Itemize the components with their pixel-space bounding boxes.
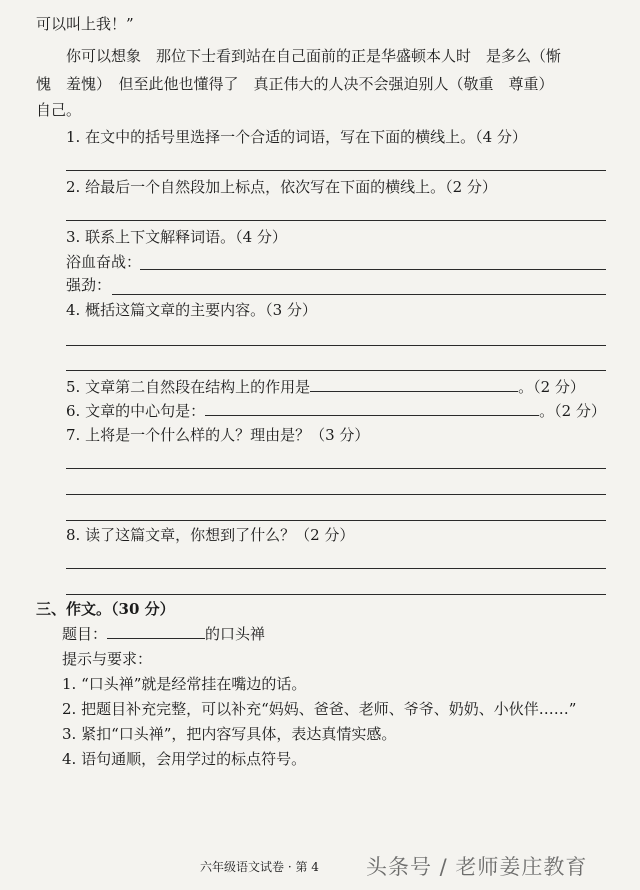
answer-line-q4-a[interactable] [66, 345, 606, 346]
composition-hint-1: 1. “口头禅”就是经常挂在嘴边的话。 [62, 675, 307, 693]
answer-line-q3-term-1[interactable] [140, 269, 606, 270]
composition-title-blank[interactable] [107, 624, 205, 639]
answer-blank-q6[interactable] [205, 401, 539, 416]
q6-prefix: 6. 文章的中心句是： [66, 402, 206, 420]
q3-term-1-label: 浴血奋战： [66, 253, 142, 271]
answer-line-q7-b[interactable] [66, 494, 606, 495]
passage-line-3: 愧 羞愧） 但至此他也懂得了 真正伟大的人决不会强迫别人（敬重 尊重） [36, 75, 554, 93]
question-7: 7. 上将是一个什么样的人？理由是？（3 分） [66, 426, 370, 444]
question-1: 1. 在文中的括号里选择一个合适的词语，写在下面的横线上。（4 分） [66, 128, 527, 146]
passage-line-4: 自己。 [36, 101, 82, 119]
composition-title-prefix: 题目： [62, 625, 108, 643]
composition-title-suffix: 的口头禅 [205, 625, 266, 643]
question-3: 3. 联系上下文解释词语。（4 分） [66, 228, 287, 246]
answer-line-q7-c[interactable] [66, 520, 606, 521]
composition-hint-2: 2. 把题目补充完整，可以补充“妈妈、爸爸、老师、爷爷、奶奶、小伙伴……” [62, 700, 577, 718]
answer-line-q7-a[interactable] [66, 468, 606, 469]
passage-line-2: 你可以想象 那位下士看到站在自己面前的正是华盛顿本人时 是多么（惭 [66, 47, 562, 65]
answer-line-q8-a[interactable] [66, 568, 606, 569]
footer-page-label: 六年级语文试卷 · 第 4 [200, 860, 319, 874]
passage-line-1: 可以叫上我！” [36, 15, 134, 33]
composition-hints-label: 提示与要求： [62, 650, 153, 668]
answer-line-q2[interactable] [66, 220, 606, 221]
q5-prefix: 5. 文章第二自然段在结构上的作用是 [66, 378, 311, 396]
q3-term-2-label: 强劲： [66, 276, 112, 294]
composition-title [62, 624, 265, 644]
question-6 [66, 401, 606, 421]
answer-line-q8-b[interactable] [66, 594, 606, 595]
composition-hint-3: 3. 紧扣“口头禅”，把内容写具体，表达真情实感。 [62, 725, 397, 743]
q6-suffix: 。（2 分） [539, 402, 606, 420]
composition-hint-4: 4. 语句通顺，会用学过的标点符号。 [62, 750, 307, 768]
answer-line-q1[interactable] [66, 170, 606, 171]
answer-blank-q5[interactable] [310, 377, 518, 392]
question-8: 8. 读了这篇文章，你想到了什么？（2 分） [66, 526, 355, 544]
answer-line-q3-term-2[interactable] [112, 294, 606, 295]
question-4: 4. 概括这篇文章的主要内容。（3 分） [66, 301, 317, 319]
answer-line-q4-b[interactable] [66, 370, 606, 371]
composition-heading: 三、作文。（30 分） [36, 600, 175, 618]
q5-suffix: 。（2 分） [518, 378, 585, 396]
watermark-text: 头条号 / 老师姜庄教育 [366, 855, 588, 879]
question-5 [66, 377, 585, 397]
question-2: 2. 给最后一个自然段加上标点，依次写在下面的横线上。（2 分） [66, 178, 497, 196]
